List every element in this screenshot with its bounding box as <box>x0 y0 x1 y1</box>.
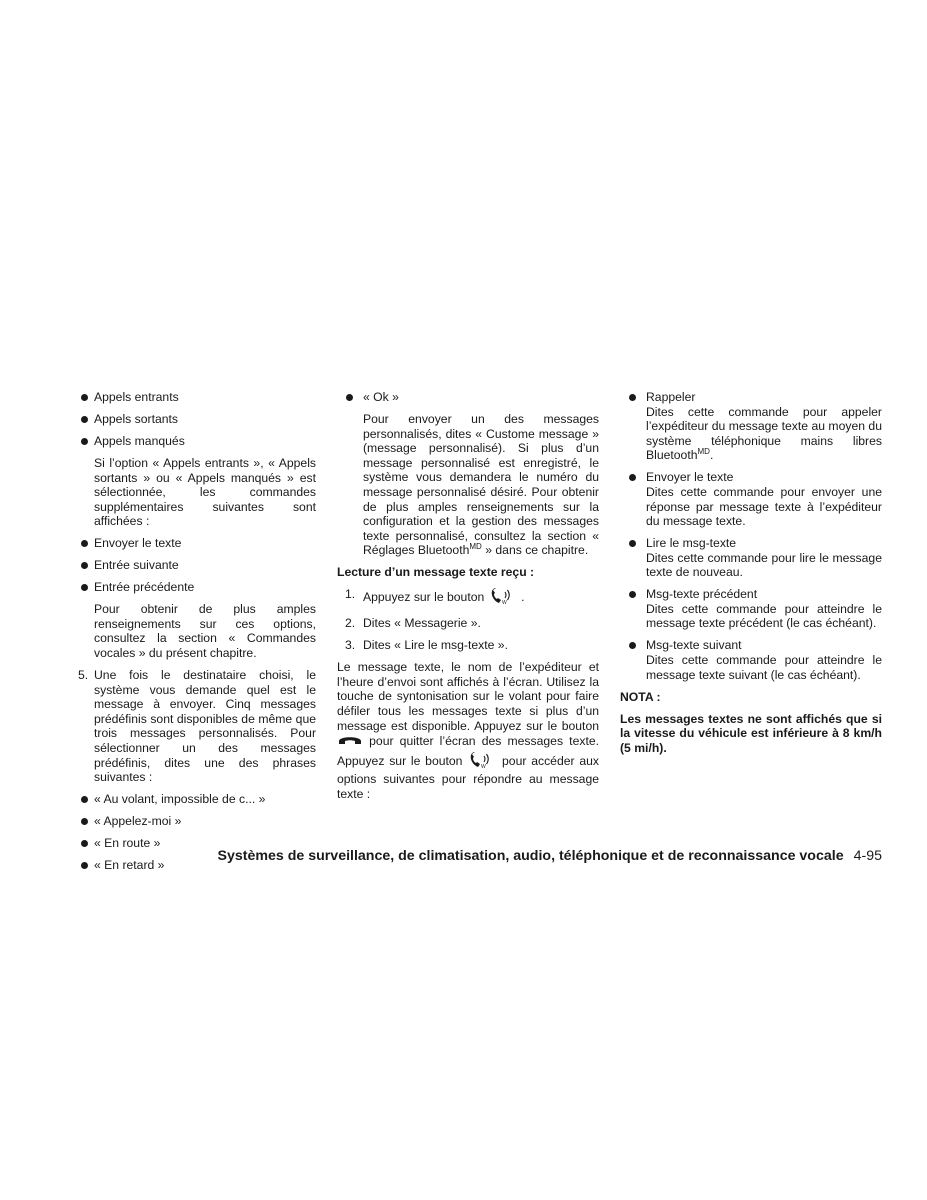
superscript: MD <box>697 447 710 457</box>
list-item <box>620 390 882 463</box>
list-item-text: « Au volant, impossible de c... » <box>94 792 266 807</box>
item-text: Dites « Messagerie ». <box>363 616 481 631</box>
section-heading: Lecture d’un message texte reçu : <box>337 565 535 580</box>
paragraph <box>337 660 599 801</box>
list-item-text: « Ok » <box>363 390 399 404</box>
option-description: Dites cette commande pour atteindre le message texte suivant (le cas échéant). <box>646 653 882 682</box>
note-body: Les messages textes ne sont affichés que si la vitesse du véhicule est inférieure à 8 km/h (5 mi/h). <box>620 711 882 755</box>
bullet-icon <box>346 394 353 401</box>
list-item-text: Envoyer le texte <box>94 536 182 551</box>
column-middle <box>337 390 599 809</box>
bullet-icon <box>629 394 636 401</box>
bullet-icon <box>81 438 88 445</box>
item-number: 5. <box>78 668 89 683</box>
item-number: 1. <box>345 587 356 602</box>
list-item <box>620 470 882 528</box>
paragraph-text: Pour envoyer un des messages personnalisés, dites « Custome message » (message personnalisé). Si plus d’un message personnalisé est enregistré, le système vous demandera le numéro du message personnalisé désiré. Pour obtenir de plus amples renseignements sur la configuration et la gestion des messages texte personnalisé, consultez la section « Réglages Bluetooth <box>363 411 599 558</box>
list-item <box>78 558 316 573</box>
item-number: 2. <box>345 616 356 631</box>
bullet-icon <box>81 394 88 401</box>
list-item <box>78 814 316 829</box>
list-item <box>78 434 316 449</box>
list-item <box>620 638 882 682</box>
item-text: Dites « Lire le msg-texte ». <box>363 638 508 653</box>
paragraph: Pour obtenir de plus amples renseignements sur ces options, consultez la section « Commandes vocales » du présent chapitre. <box>94 602 316 661</box>
list-item <box>620 587 882 631</box>
numbered-item <box>337 616 599 631</box>
bullet-icon <box>81 416 88 423</box>
footer-title: Systèmes de surveillance, de climatisation, audio, téléphonique et de reconnaissance vocale <box>217 848 844 864</box>
item-text: Une fois le destinataire choisi, le système vous demande quel est le message à envoyer. Cinq messages prédéfinis sont disponibles de même que trois messages personnalisés. Pour sélectionner un des messages prédéfinis, dites une des phrases suivantes : <box>94 668 316 785</box>
item-text: Appuyez sur le bouton <box>363 590 485 605</box>
list-item-text: « Appelez-moi » <box>94 814 182 829</box>
bullet-icon <box>629 642 636 649</box>
bullet-icon <box>81 862 88 869</box>
bullet-icon <box>81 840 88 847</box>
list-item-text: Appels manqués <box>94 433 185 448</box>
bullet-icon <box>629 474 636 481</box>
list-item <box>78 792 316 807</box>
bullet-icon <box>81 562 88 569</box>
option-description <box>646 405 882 463</box>
phone-talk-icon <box>488 587 518 609</box>
bullet-icon <box>629 540 636 547</box>
option-description: Dites cette commande pour envoyer une réponse par message texte à l’expéditeur du message texte. <box>646 484 882 529</box>
column-left <box>78 390 316 880</box>
page-number: 4-95 <box>853 848 882 864</box>
paragraph <box>337 412 599 558</box>
list-item <box>337 390 599 405</box>
option-label: Msg-texte précédent <box>646 587 758 602</box>
option-description-end: . <box>709 448 714 463</box>
item-number: 3. <box>345 638 356 653</box>
svg-text:W: W <box>501 600 507 606</box>
phone-hangup-icon <box>337 733 363 751</box>
option-label: Rappeler <box>646 390 696 404</box>
list-item-text: Appels sortants <box>94 411 179 426</box>
option-label: Lire le msg-texte <box>646 536 737 551</box>
list-item <box>78 536 316 551</box>
bullet-icon <box>629 591 636 598</box>
list-item-text: Appels entrants <box>94 390 179 404</box>
list-item <box>78 580 316 595</box>
list-item-text: « En retard » <box>94 858 165 873</box>
column-right <box>620 390 882 755</box>
paragraph-text: pour quitter l’écran des messages texte. Appuyez sur le bouton <box>337 734 599 768</box>
option-description: Dites cette commande pour atteindre le message texte précédent (le cas échéant). <box>646 601 882 631</box>
phone-talk-icon <box>467 751 497 773</box>
option-label: Msg-texte suivant <box>646 638 742 653</box>
option-description-text: Dites cette commande pour appeler l’expéditeur du message texte au moyen du système téléphonique mains libres Bluetooth <box>646 404 882 463</box>
paragraph-text: » dans ce chapitre. <box>481 543 589 558</box>
bullet-icon <box>81 818 88 825</box>
list-item <box>78 412 316 427</box>
list-item-text: Entrée suivante <box>94 558 179 573</box>
numbered-item <box>78 668 316 785</box>
paragraph-text: pour accéder aux options suivantes pour répondre au message texte : <box>337 753 599 801</box>
paragraph: Si l’option « Appels entrants », « Appels sortants » ou « Appels manqués » est sélectionnée, les commandes supplémentaires suivantes sont affichées : <box>94 455 316 529</box>
numbered-item <box>337 587 599 609</box>
page-footer <box>218 848 882 864</box>
paragraph-text: Le message texte, le nom de l’expéditeur et l’heure d’envoi sont affichés à l’écran. Utilisez la touche de syntonisation sur le volant pour faire défiler tous les messages texte si plus d’un message est disponible. Appuyez sur le bouton <box>337 660 599 733</box>
bullet-icon <box>81 584 88 591</box>
list-item-text: Entrée précédente <box>94 580 195 595</box>
list-item <box>620 536 882 580</box>
superscript: MD <box>469 542 482 552</box>
bullet-icon <box>81 540 88 547</box>
option-label: Envoyer le texte <box>646 470 734 485</box>
list-item <box>78 390 316 405</box>
bullet-icon <box>81 796 88 803</box>
item-text-end: . <box>521 590 525 605</box>
list-item-text: « En route » <box>94 836 161 851</box>
note-title: NOTA : <box>620 689 661 704</box>
svg-text:W: W <box>481 763 486 769</box>
numbered-item <box>337 638 599 653</box>
option-description: Dites cette commande pour lire le message texte de nouveau. <box>646 550 882 580</box>
